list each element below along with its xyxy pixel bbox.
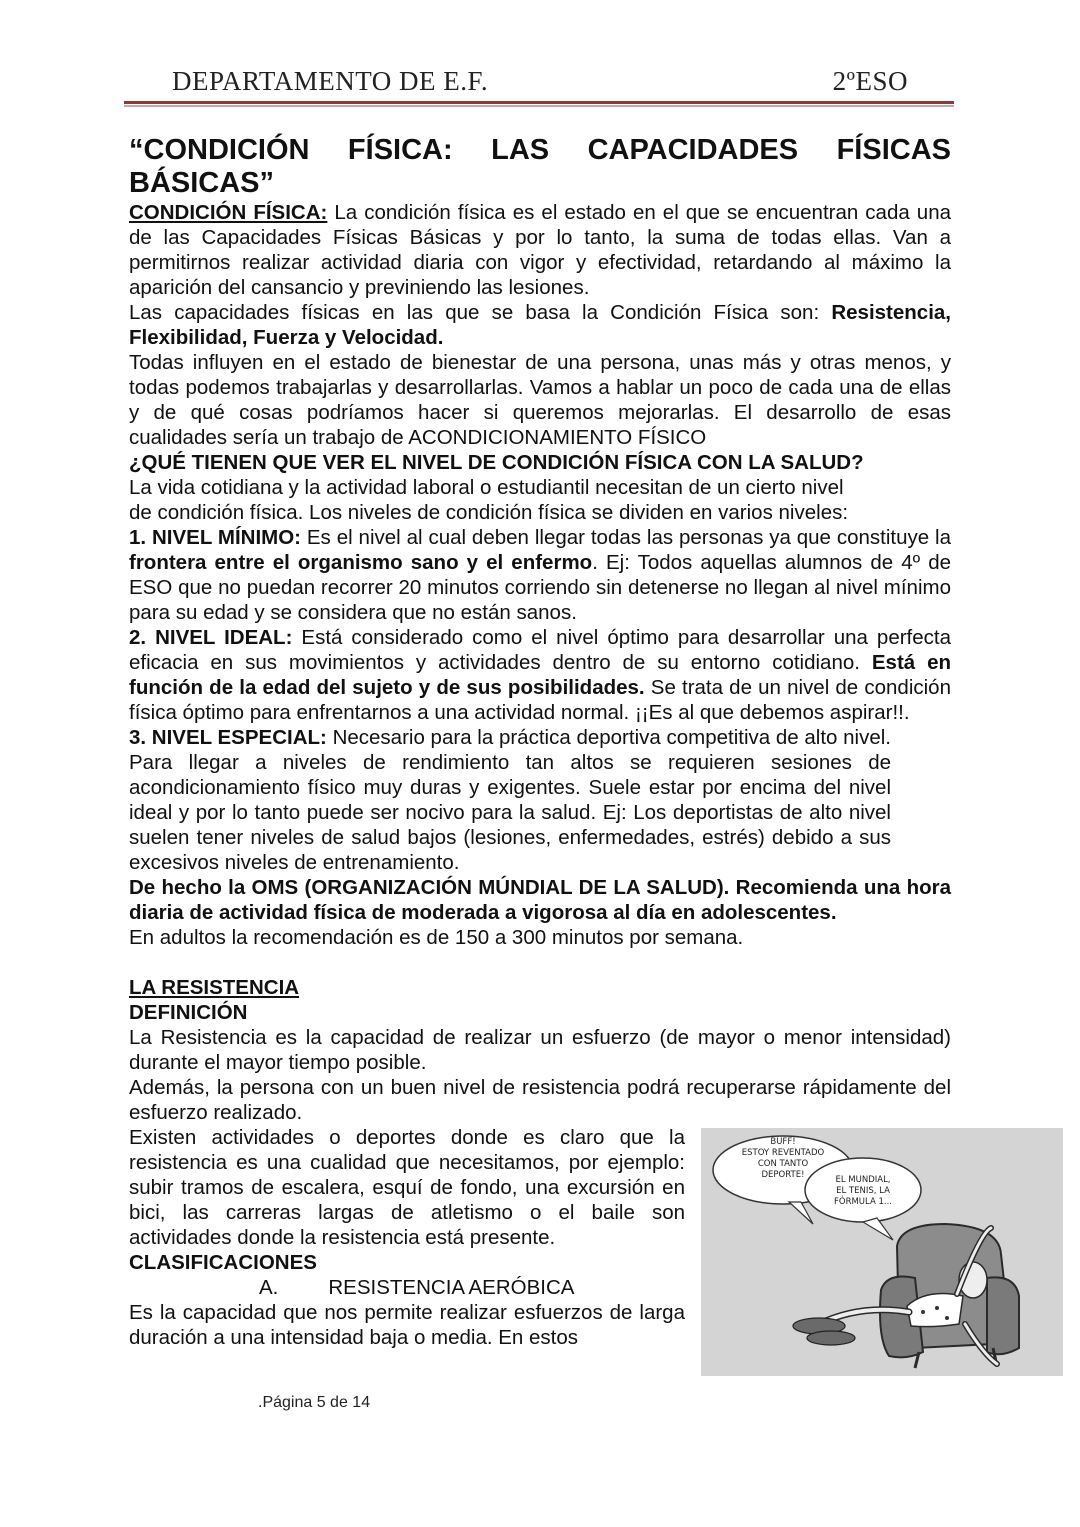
level-special-label: 3. NIVEL ESPECIAL: xyxy=(129,726,327,749)
level-minimum-label: 1. NIVEL MÍNIMO: xyxy=(129,526,301,549)
bubble1-line3: CON TANTO xyxy=(757,1159,809,1169)
document-title-line2: BÁSICAS” xyxy=(129,167,275,199)
activities-paragraph: Existen actividades o deportes donde es claro que la resistencia es una cualidad que necesitamos, por ejemplo: subir tramos de escalera, esquí de fondo, una excursión en bici, las carreras largas de atletismo o el baile son actividades donde la resistencia está presente. xyxy=(129,1126,685,1249)
level-ideal-label: 2. NIVEL IDEAL: xyxy=(129,626,293,649)
intro-label: CONDICIÓN FÍSICA: xyxy=(129,201,328,224)
level-ideal-paragraph xyxy=(129,625,951,725)
definition-heading: DEFINICIÓN xyxy=(129,1001,248,1024)
level-ideal-text-a: Está considerado como el nivel óptimo para desarrollar una perfecta eficacia en sus movimientos y actividades dentro de su entorno cotidiano. xyxy=(129,626,951,674)
intro-text: La condición física es el estado en el que se encuentran cada una de las Capacidades Físicas Básicas y por lo tanto, la suma de todas ellas. Van a permitirnos realizar actividad diaria con vigor y efectividad, retardando al máximo la aparición del cansancio y previniendo las lesiones. xyxy=(129,201,951,299)
level-minimum-bold: frontera entre el organismo sano y el enfermo xyxy=(129,551,593,574)
document-title-line1: “CONDICIÓN FÍSICA: LAS CAPACIDADES FÍSICAS xyxy=(129,134,951,166)
department-label: DEPARTAMENTO DE E.F. xyxy=(172,66,489,96)
header-rule xyxy=(124,101,954,104)
health-question: ¿QUÉ TIENEN QUE VER EL NIVEL DE CONDICIÓN FÍSICA CON LA SALUD? xyxy=(129,451,864,474)
aerobic-title: RESISTENCIA AERÓBICA xyxy=(328,1276,575,1299)
level-minimum-text-b: . Ej: Todos aquellas alumnos de 4º de ESO que no puedan recorrer 20 minutos corriendo sin detenerse no llegan al nivel mínimo para su edad y se considera que no están sanos. xyxy=(129,551,951,624)
definition-paragraph: La Resistencia es la capacidad de realizar un esfuerzo (de mayor o menor intensidad) durante el mayor tiempo posible. xyxy=(129,1026,951,1074)
adults-recommendation: En adultos la recomendación es de 150 a 300 minutos por semana. xyxy=(129,926,744,949)
level-special-paragraph xyxy=(129,725,891,875)
capacities-text: Las capacidades físicas en las que se basa la Condición Física son: xyxy=(129,301,832,324)
bubble2-line1: EL MUNDIAL, xyxy=(835,1175,891,1185)
course-label: 2ºESO xyxy=(832,66,908,96)
influence-paragraph: Todas influyen en el estado de bienestar de una persona, unas más y otras menos, y todas podemos trabajarlas y desarrollarlas. Vamos a hablar un poco de cada una de ellas y de qué cosas podríamos hacer si queremos mejorarlas. El desarrollo de esas cualidades sería un trabajo de ACONDICIONAMIENTO FÍSICO xyxy=(129,351,951,449)
section-spacer xyxy=(129,950,951,975)
level-minimum-text-a: Es el nivel al cual deben llegar todas las personas ya que constituye la xyxy=(301,526,951,549)
level-special-text: Necesario para la práctica deportiva competitiva de alto nivel. Para llegar a niveles de rendimiento tan altos se requieren sesiones de acondicionamiento físico muy duras y exigentes. Suele estar por encima del nivel ideal y por lo tanto puede ser nocivo para la salud. Ej: Los deportistas de alto nivel suelen tener niveles de salud bajos (lesiones, enfermedades, estrés) debido a sus excesivos niveles de entrenamiento. xyxy=(129,726,891,874)
bubble1-line1: BUFF! xyxy=(770,1137,796,1147)
recovery-paragraph: Además, la persona con un buen nivel de resistencia podrá recuperarse rápidamente del esfuerzo realizado. xyxy=(129,1076,951,1124)
oms-recommendation: De hecho la OMS (ORGANIZACIÓN MÚNDIAL DE LA SALUD). Recomienda una hora diaria de actividad física de moderada a vigorosa al día en adolescentes. xyxy=(129,876,951,924)
bubble1-line4: DEPORTE! xyxy=(761,1170,805,1180)
bubble1-line2: ESTOY REVENTADO xyxy=(741,1148,825,1158)
cartoon-illustration xyxy=(701,1128,1063,1376)
page-header xyxy=(172,66,908,102)
header-rule-shadow xyxy=(124,105,954,107)
level-ideal-bold: Está en función de la edad del sujeto y de sus posibilidades. xyxy=(129,651,952,699)
intro-paragraph xyxy=(129,200,951,300)
resistencia-heading: LA RESISTENCIA xyxy=(129,976,300,999)
page-number: .Página 5 de 14 xyxy=(258,1394,371,1411)
health-intro-line2: de condición física. Los niveles de condición física se dividen en varios niveles: xyxy=(129,501,849,524)
capacities-paragraph xyxy=(129,300,951,350)
health-intro-line1: La vida cotidiana y la actividad laboral o estudiantil necesitan de un cierto nivel xyxy=(129,476,844,499)
level-minimum-paragraph xyxy=(129,525,951,625)
level-ideal-text-b: Se trata de un nivel de condición física óptimo para enfrentarnos a una actividad normal. ¡¡Es al que debemos aspirar!!. xyxy=(129,676,951,724)
aerobic-letter: A. xyxy=(259,1276,279,1299)
bubble2-line2: EL TENIS, LA xyxy=(836,1186,890,1196)
capacities-list: Resistencia, Flexibilidad, Fuerza y Velocidad. xyxy=(129,301,951,349)
classifications-heading: CLASIFICACIONES xyxy=(129,1251,317,1274)
aerobic-paragraph: Es la capacidad que nos permite realizar esfuerzos de larga duración a una intensidad baja o media. En estos xyxy=(129,1301,685,1349)
bubble2-line3: FÓRMULA 1... xyxy=(833,1197,893,1207)
